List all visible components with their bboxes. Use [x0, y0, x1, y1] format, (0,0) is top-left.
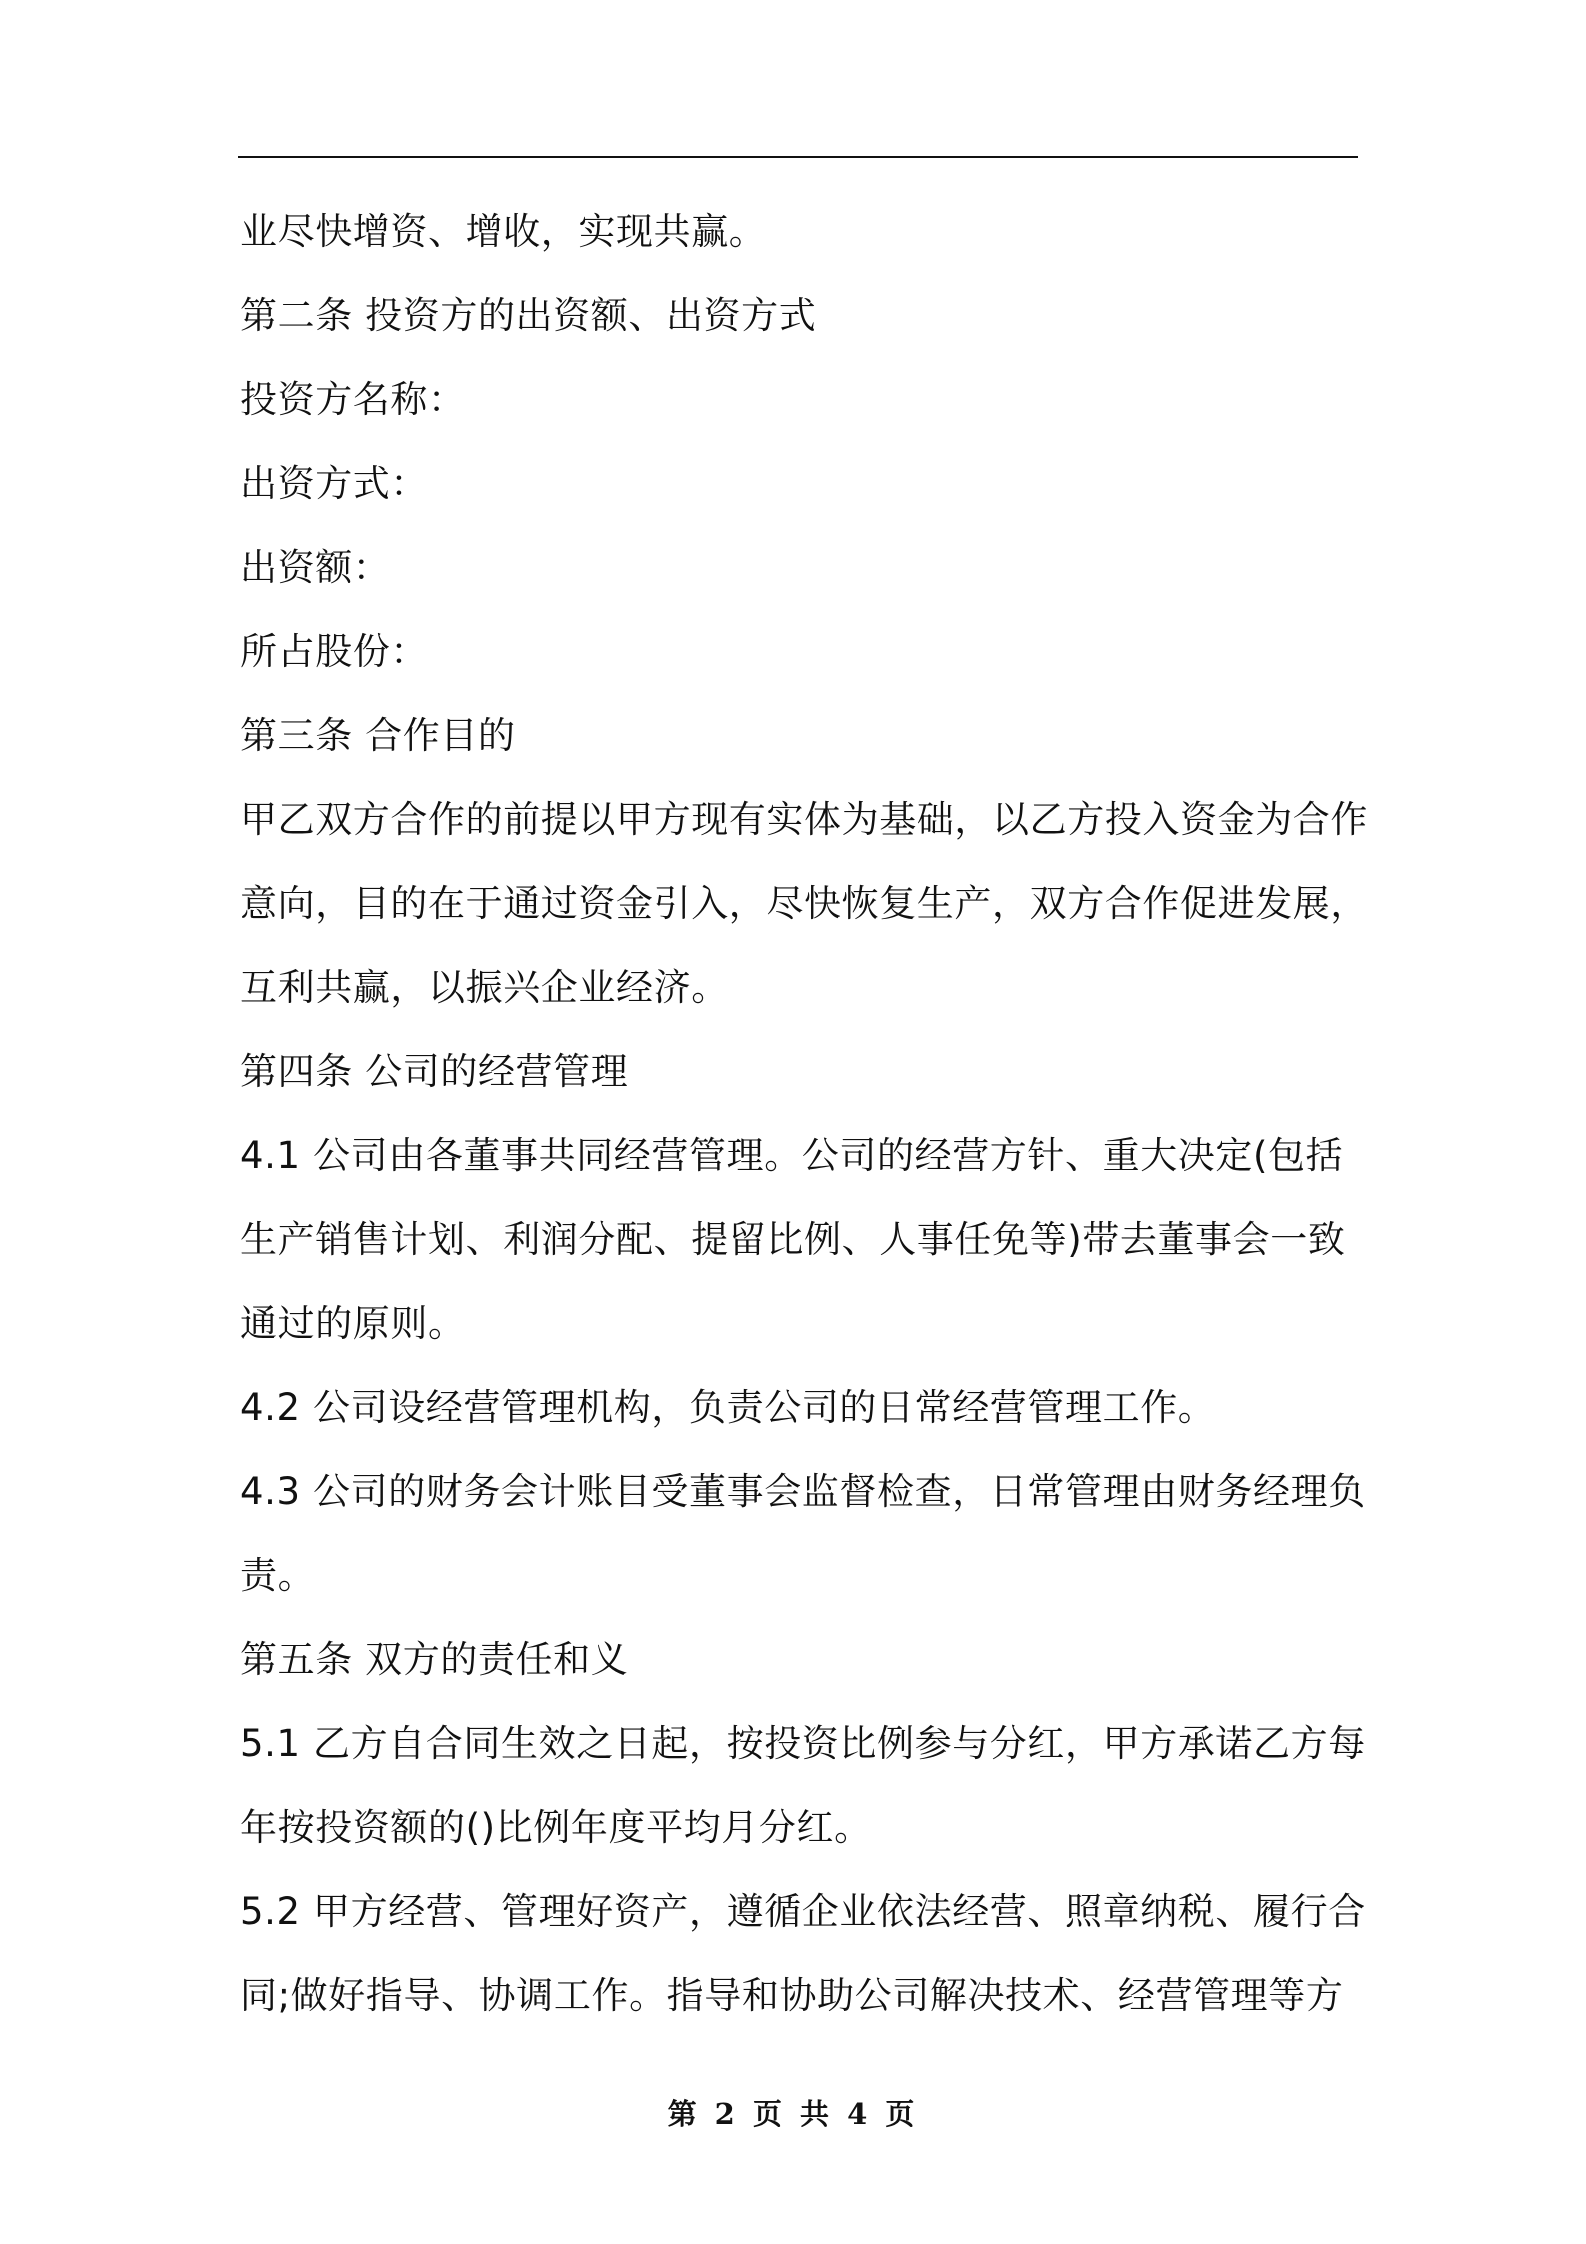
clause-text: 5.2 甲方经营、管理好资产，遵循企业依法经营、照章纳税、履行合: [240, 1890, 1366, 1933]
text-line: 业尽快增资、增收，实现共赢。: [240, 210, 767, 253]
text-line: 互利共赢，以振兴企业经济。: [240, 966, 729, 1009]
article-heading: 第四条 公司的经营管理: [240, 1050, 629, 1093]
text-line: 年按投资额的()比例年度平均月分红。: [240, 1806, 872, 1849]
page-number-footer: 第 2 页 共 4 页: [667, 2097, 919, 2131]
body-text: [240, 190, 1368, 2038]
field-label-investor-name: 投资方名称：: [240, 378, 466, 421]
field-label-investment-amount: 出资额：: [240, 546, 391, 589]
field-label-investment-method: 出资方式：: [240, 462, 428, 505]
article-heading: 第五条 双方的责任和义: [240, 1638, 629, 1681]
text-line: 生产销售计划、利润分配、提留比例、人事任免等)带去董事会一致: [240, 1218, 1346, 1261]
text-line: 甲乙双方合作的前提以甲方现有实体为基础，以乙方投入资金为合作: [240, 798, 1368, 841]
text-line: 同;做好指导、协调工作。指导和协助公司解决技术、经营管理等方: [240, 1974, 1344, 2017]
clause-text: 4.2 公司设经营管理机构，负责公司的日常经营管理工作。: [240, 1386, 1216, 1429]
field-label-share: 所占股份：: [240, 630, 428, 673]
text-line: 责。: [240, 1554, 316, 1597]
text-line: 通过的原则。: [240, 1302, 466, 1345]
clause-text: 5.1 乙方自合同生效之日起，按投资比例参与分红，甲方承诺乙方每: [240, 1722, 1366, 1765]
text-line: 意向，目的在于通过资金引入，尽快恢复生产，双方合作促进发展，: [240, 882, 1368, 925]
article-heading: 第二条 投资方的出资额、出资方式: [240, 294, 817, 337]
header-rule: [238, 156, 1358, 158]
clause-text: 4.1 公司由各董事共同经营管理。公司的经营方针、重大决定(包括: [240, 1134, 1344, 1177]
clause-text: 4.3 公司的财务会计账目受董事会监督检查，日常管理由财务经理负: [240, 1470, 1366, 1513]
article-heading: 第三条 合作目的: [240, 714, 516, 757]
